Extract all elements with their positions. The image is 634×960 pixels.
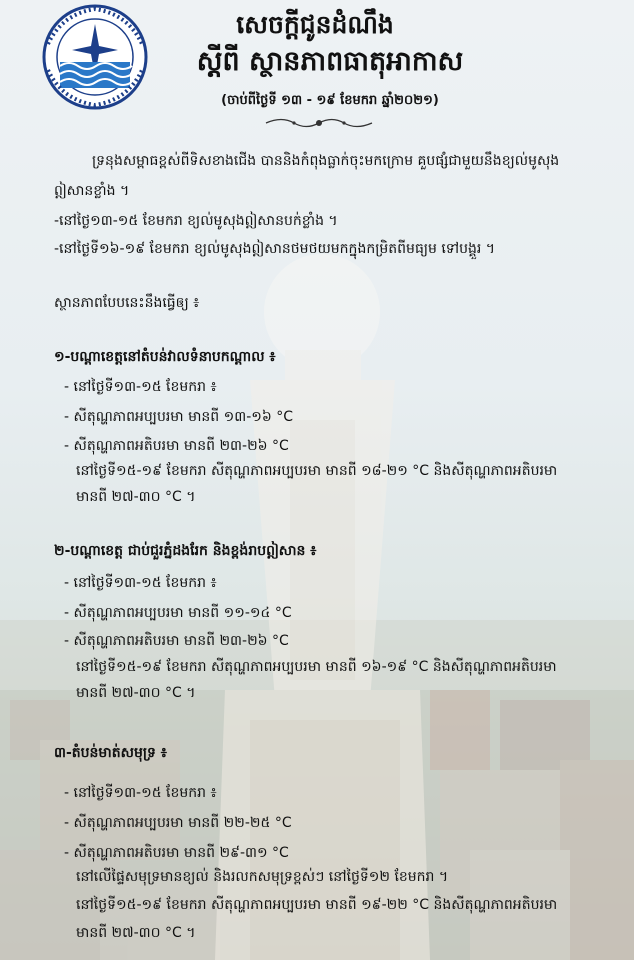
forecast-intro: ស្ថានភាពបែបនេះនឹងធ្វើឲ្យ ៖ <box>54 295 200 311</box>
region-3-period-2: នៅថ្ងៃទី១៥-១៩ ខែមករា សីតុណ្ហភាពអប្បបរមា មានពី ១៩-២២ °C និងសីតុណ្ហភាពអតិបរមា <box>76 897 558 913</box>
region-1-max-temp: - សីតុណ្ហភាពអតិបរមា មានពី ២៣-២៦ °C <box>64 438 289 454</box>
ministry-logo <box>42 4 148 110</box>
region-1-period-2: នៅថ្ងៃទី១៥-១៩ ខែមករា សីតុណ្ហភាពអប្បបរមា មានពី ១៨-២១ °C និងសីតុណ្ហភាពអតិបរមា <box>76 463 558 479</box>
document-title: សេចក្តីជូនដំណឹង <box>236 10 394 39</box>
region-3-period-1: - នៅថ្ងៃទី១៣-១៥ ខែមករា ៖ <box>64 785 217 801</box>
region-2-period-2: នៅថ្ងៃទី១៥-១៩ ខែមករា សីតុណ្ហភាពអប្បបរមា មានពី ១៦-១៩ °C និងសីតុណ្ហភាពអតិបរមា <box>76 659 557 675</box>
intro-line-4: -នៅថ្ងៃទី១៦-១៩ ខែមករា ខ្យល់មូសុងឦសានថមថយមកក្នុងកម្រិតពីមធ្យម ទៅបង្គួរ ។ <box>54 241 495 257</box>
region-2-period-1: - នៅថ្ងៃទី១៣-១៥ ខែមករា ៖ <box>64 575 217 591</box>
region-2-min-temp: - សីតុណ្ហភាពអប្បបរមា មានពី ១១-១៤ °C <box>64 605 292 621</box>
intro-line-2: ឦសានខ្លាំង ។ <box>54 183 130 199</box>
region-1-period-1: - នៅថ្ងៃទី១៣-១៥ ខែមករា ៖ <box>64 379 217 395</box>
intro-line-1: ទ្រនុងសម្ពាធខ្ពស់ពីទិសខាងជើង បាននិងកំពុងធ្លាក់ចុះមកក្រោម គួបផ្សំជាមួយនឹងខ្យល់មូសុង <box>92 153 560 169</box>
document-subject: ស្តីពី ស្ថានភាពធាតុអាកាស <box>196 46 464 77</box>
region-3-max-temp: - សីតុណ្ហភាពអតិបរមា មានពី ២៩-៣១ °C <box>64 845 289 861</box>
divider-ornament-icon <box>264 116 374 130</box>
region-2-heading: ២-បណ្តាខេត្ត ជាប់ជួរភ្នំដងរែក និងខ្ពង់រាបឦសាន ៖ <box>54 543 317 559</box>
intro-line-3: -នៅថ្ងៃ១៣-១៥ ខែមករា ខ្យល់មូសុងឦសានបក់ខ្លាំង ។ <box>54 213 338 229</box>
region-1-heading: ១-បណ្តាខេត្តនៅតំបន់វាលទំនាបកណ្តាល ៖ <box>54 349 276 365</box>
date-range: (ចាប់ពីថ្ងៃទី ១៣ - ១៩ ខែមករា ឆ្នាំ២០២១) <box>221 93 439 108</box>
region-3-min-temp: - សីតុណ្ហភាពអប្បបរមា មានពី ២២-២៥ °C <box>64 815 292 831</box>
region-3-sea-note: នៅលើផ្ទៃសមុទ្រមានខ្យល់ និងរលកសមុទ្រខ្ពស់ៗ នៅថ្ងៃទី១២ ខែមករា ។ <box>76 869 449 885</box>
region-2-period-2-cont: មានពី ២៧-៣០ °C ។ <box>76 685 196 701</box>
region-1-period-2-cont: មានពី ២៧-៣០ °C ។ <box>76 489 196 505</box>
region-2-max-temp: - សីតុណ្ហភាពអតិបរមា មានពី ២៣-២៦ °C <box>64 633 289 649</box>
region-3-heading: ៣-តំបន់មាត់សមុទ្រ ៖ <box>54 745 167 761</box>
region-3-period-2-cont: មានពី ២៧-៣០ °C ។ <box>76 925 196 941</box>
region-1-min-temp: - សីតុណ្ហភាពអប្បបរមា មានពី ១៣-១៦ °C <box>64 409 293 425</box>
